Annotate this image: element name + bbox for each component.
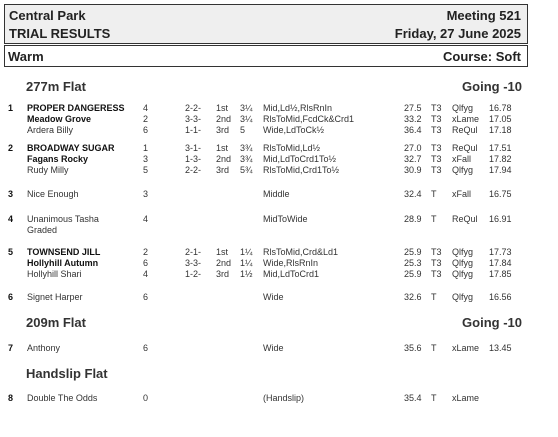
margin: 3¼ <box>240 114 253 124</box>
split-positions: 1-3- <box>185 154 202 164</box>
track-code: T <box>431 189 437 199</box>
run-comment: Wide <box>263 292 284 302</box>
sectional-time: 16.56 <box>489 292 512 302</box>
runner-name: Anthony <box>27 343 61 353</box>
sectional-time: 17.84 <box>489 258 512 268</box>
split-positions: 2-2- <box>185 165 202 175</box>
run-comment: RlsToMid,Ld½ <box>263 143 321 153</box>
box-number: 2 <box>143 114 149 124</box>
track-code: T3 <box>431 165 442 175</box>
margin: 1¼ <box>240 247 253 257</box>
margin: 5 <box>240 125 246 135</box>
run-time: 25.9 <box>404 269 422 279</box>
sectional-time: 16.78 <box>489 103 512 113</box>
trial-number: 3 <box>8 189 14 199</box>
run-comment: RlsToMid,FcdCk&Crd1 <box>263 114 355 124</box>
runner-name: Graded <box>27 225 58 235</box>
runner-name: Hollyhill Autumn <box>27 258 99 268</box>
runner-name: Signet Harper <box>27 292 83 302</box>
track-code: T3 <box>431 269 442 279</box>
race-title: 209m Flat <box>26 315 86 330</box>
track-code: T3 <box>431 258 442 268</box>
run-time: 35.4 <box>404 393 422 403</box>
split-positions: 3-3- <box>185 258 202 268</box>
trial-status: Qlfyg <box>452 103 474 113</box>
run-comment: Wide <box>263 343 284 353</box>
course-condition: Course: Soft <box>443 49 521 64</box>
track-code: T3 <box>431 114 442 124</box>
box-number: 3 <box>143 154 149 164</box>
placing: 3rd <box>216 165 230 175</box>
run-comment: Wide,LdToCk½ <box>263 125 325 135</box>
placing: 3rd <box>216 125 230 135</box>
margin: 3¾ <box>240 154 253 164</box>
venue-name: Central Park <box>9 8 86 23</box>
box-number: 1 <box>143 143 149 153</box>
placing: 1st <box>216 247 229 257</box>
runner-name: TOWNSEND JILL <box>27 247 101 257</box>
run-time: 28.9 <box>404 214 422 224</box>
meeting-number: Meeting 521 <box>446 8 521 23</box>
trial-number: 1 <box>8 103 14 113</box>
margin: 3¼ <box>240 103 253 113</box>
trial-status: Qlfyg <box>452 247 474 257</box>
runner-name: Double The Odds <box>27 393 98 403</box>
race-going: Going -10 <box>462 315 522 330</box>
sectional-time: 17.85 <box>489 269 512 279</box>
track-code: T <box>431 292 437 302</box>
trial-status: ReQul <box>452 143 478 153</box>
margin: 3¾ <box>240 143 253 153</box>
trial-status: xLame <box>452 343 480 353</box>
track-code: T3 <box>431 154 442 164</box>
margin: 5¾ <box>240 165 253 175</box>
runner-name: Meadow Grove <box>27 114 92 124</box>
split-positions: 2-2- <box>185 103 202 113</box>
run-comment: Mid,LdToCrd1To½ <box>263 154 337 164</box>
margin: 1¼ <box>240 258 253 268</box>
sectional-time: 17.82 <box>489 154 512 164</box>
run-time: 32.4 <box>404 189 422 199</box>
track-code: T3 <box>431 125 442 135</box>
run-comment: RlsToMid,Crd&Ld1 <box>263 247 339 257</box>
race-title: 277m Flat <box>26 79 86 94</box>
run-time: 32.6 <box>404 292 422 302</box>
sectional-time: 17.18 <box>489 125 512 135</box>
trial-status: xFall <box>452 154 472 164</box>
trial-status: ReQul <box>452 214 478 224</box>
placing: 3rd <box>216 269 230 279</box>
runner-name: Rudy Milly <box>27 165 69 175</box>
runner-name: Unanimous Tasha <box>27 214 99 224</box>
run-time: 25.9 <box>404 247 422 257</box>
run-time: 33.2 <box>404 114 422 124</box>
run-comment: Middle <box>263 189 290 199</box>
trial-status: xFall <box>452 189 472 199</box>
trial-number: 2 <box>8 143 14 153</box>
runner-name: Hollyhill Shari <box>27 269 82 279</box>
conditions-bar <box>4 45 528 67</box>
box-number: 6 <box>143 292 149 302</box>
run-comment: Wide,RlsRnIn <box>263 258 319 268</box>
trial-status: Qlfyg <box>452 165 474 175</box>
trial-number: 8 <box>8 393 14 403</box>
runner-name: Fagans Rocky <box>27 154 89 164</box>
box-number: 4 <box>143 103 149 113</box>
box-number: 2 <box>143 247 149 257</box>
sectional-time: 13.45 <box>489 343 512 353</box>
run-comment: Mid,LdToCrd1 <box>263 269 320 279</box>
track-code: T3 <box>431 143 442 153</box>
run-time: 25.3 <box>404 258 422 268</box>
trial-status: xLame <box>452 114 480 124</box>
placing: 1st <box>216 103 229 113</box>
placing: 2nd <box>216 258 232 268</box>
race-going: Going -10 <box>462 79 522 94</box>
run-time: 30.9 <box>404 165 422 175</box>
split-positions: 1-1- <box>185 125 202 135</box>
box-number: 3 <box>143 189 149 199</box>
trial-number: 7 <box>8 343 14 353</box>
trial-status: Qlfyg <box>452 292 474 302</box>
trial-status: Qlfyg <box>452 269 474 279</box>
split-positions: 1-2- <box>185 269 202 279</box>
run-comment: RlsToMid,Crd1To½ <box>263 165 340 175</box>
box-number: 6 <box>143 343 149 353</box>
sectional-time: 17.73 <box>489 247 512 257</box>
track-code: T3 <box>431 247 442 257</box>
sectional-time: 17.05 <box>489 114 512 124</box>
run-time: 27.5 <box>404 103 422 113</box>
weather: Warm <box>8 49 44 64</box>
trial-number: 5 <box>8 247 14 257</box>
box-number: 0 <box>143 393 149 403</box>
split-positions: 3-1- <box>185 143 202 153</box>
sectional-time: 16.75 <box>489 189 512 199</box>
meeting-header <box>4 4 528 44</box>
sectional-time: 17.94 <box>489 165 512 175</box>
run-time: 36.4 <box>404 125 422 135</box>
meeting-date: Friday, 27 June 2025 <box>394 26 521 41</box>
sectional-time: 16.91 <box>489 214 512 224</box>
box-number: 5 <box>143 165 149 175</box>
box-number: 6 <box>143 258 149 268</box>
run-time: 27.0 <box>404 143 422 153</box>
margin: 1½ <box>240 269 253 279</box>
sectional-time: 17.51 <box>489 143 512 153</box>
race-title: Handslip Flat <box>26 366 108 381</box>
run-comment: MidToWide <box>263 214 308 224</box>
runner-name: Nice Enough <box>27 189 79 199</box>
run-time: 32.7 <box>404 154 422 164</box>
run-time: 35.6 <box>404 343 422 353</box>
placing: 2nd <box>216 154 232 164</box>
runner-name: BROADWAY SUGAR <box>27 143 115 153</box>
trial-number: 6 <box>8 292 14 302</box>
track-code: T <box>431 393 437 403</box>
run-comment: Mid,Ld½,RlsRnIn <box>263 103 333 113</box>
run-comment: (Handslip) <box>263 393 305 403</box>
split-positions: 3-3- <box>185 114 202 124</box>
runner-name: Ardera Billy <box>27 125 74 135</box>
placing: 1st <box>216 143 229 153</box>
track-code: T <box>431 214 437 224</box>
trial-status: xLame <box>452 393 480 403</box>
box-number: 6 <box>143 125 149 135</box>
page-title: TRIAL RESULTS <box>9 26 111 41</box>
track-code: T3 <box>431 103 442 113</box>
trial-number: 4 <box>8 214 14 224</box>
box-number: 4 <box>143 269 149 279</box>
placing: 2nd <box>216 114 232 124</box>
split-positions: 2-1- <box>185 247 202 257</box>
trial-status: Qlfyg <box>452 258 474 268</box>
trial-status: ReQul <box>452 125 478 135</box>
track-code: T <box>431 343 437 353</box>
box-number: 4 <box>143 214 149 224</box>
runner-name: PROPER DANGERESS <box>27 103 125 113</box>
